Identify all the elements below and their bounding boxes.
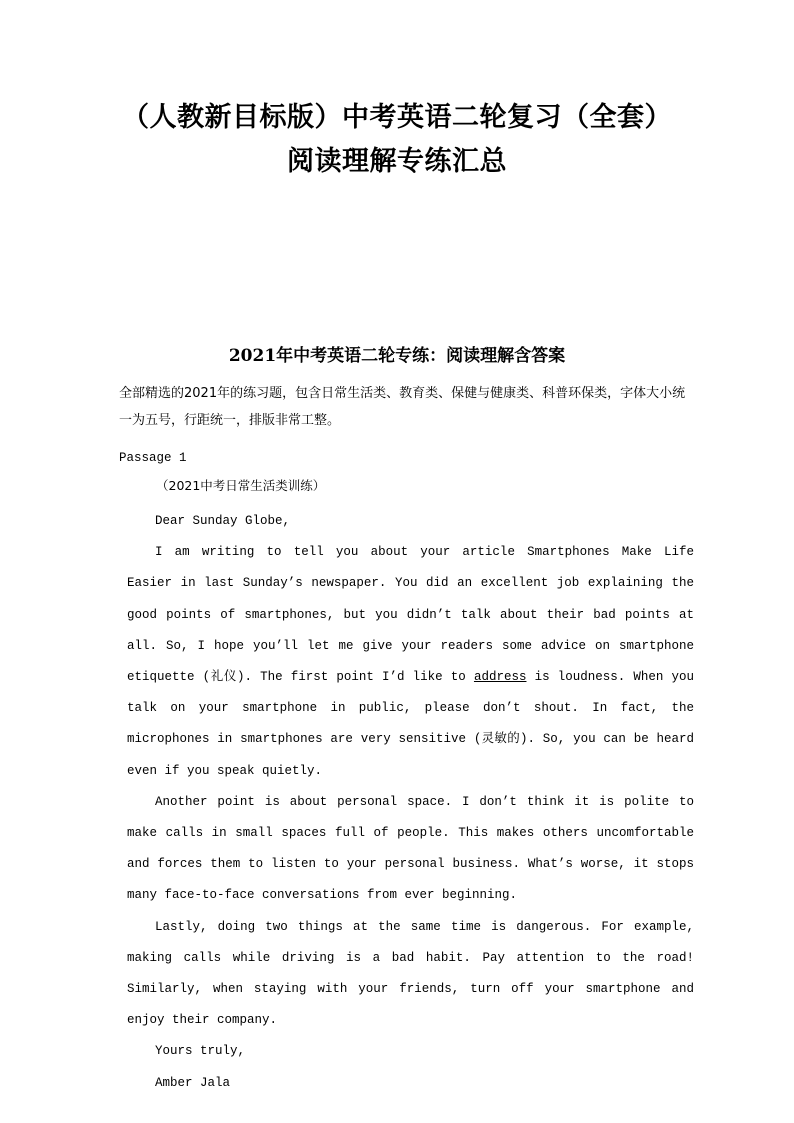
letter-paragraph-1-start: I am writing to tell you about your article Smartphones Make Life Easier in last Sunday’s newspaper. You did an excellent job explaining the good points of smartphones, but you didn’t talk about their bad points at all. So, I hope you’ll let me give your readers some advice on smartphone etiquette (礼仪). The first point I’d like to	[127, 545, 694, 685]
letter-paragraph-3: Lastly, doing two things at the same time is dangerous. For example, making calls while driving is a bad habit. Pay attention to the road! Similarly, when staying with your friends, turn off your smartphone and enjoy their company.	[127, 919, 694, 1028]
letter-greeting: Dear Sunday Globe,	[155, 514, 291, 528]
passage-subtitle: （2021中考日常生活类训练）	[156, 478, 326, 493]
letter-paragraph-1-end: is loudness. When you talk on your smartphone in public, please don’t shout. In fact, the microphones in smartphones are very sensitive (灵敏的). So, you can be heard even if you speak quietly.	[127, 670, 694, 778]
letter-body	[127, 506, 694, 1099]
passage-label: Passage 1	[119, 451, 187, 465]
letter-signature: Amber Jala	[155, 1075, 231, 1090]
document-title: （人教新目标版）中考英语二轮复习（全套）阅读理解专练汇总	[122, 102, 672, 177]
intro-paragraph: 全部精选的2021年的练习题，包含日常生活类、教育类、保健与健康类、科普环保类，字体大小统一为五号，行距统一，排版非常工整。	[119, 386, 686, 428]
letter-closing: Yours truly,	[155, 1044, 246, 1059]
letter-paragraph-2: Another point is about personal space. I don’t think it is polite to make calls in small spaces full of people. This makes others uncomfortable and forces them to listen to your personal business. What’s worse, it stops many face-to-face conversations from ever beginning.	[127, 794, 694, 903]
underlined-word: address	[473, 670, 527, 685]
letter-paragraph-1	[127, 537, 694, 787]
section-title: 2021年中考英语二轮专练：阅读理解含答案	[228, 346, 566, 366]
